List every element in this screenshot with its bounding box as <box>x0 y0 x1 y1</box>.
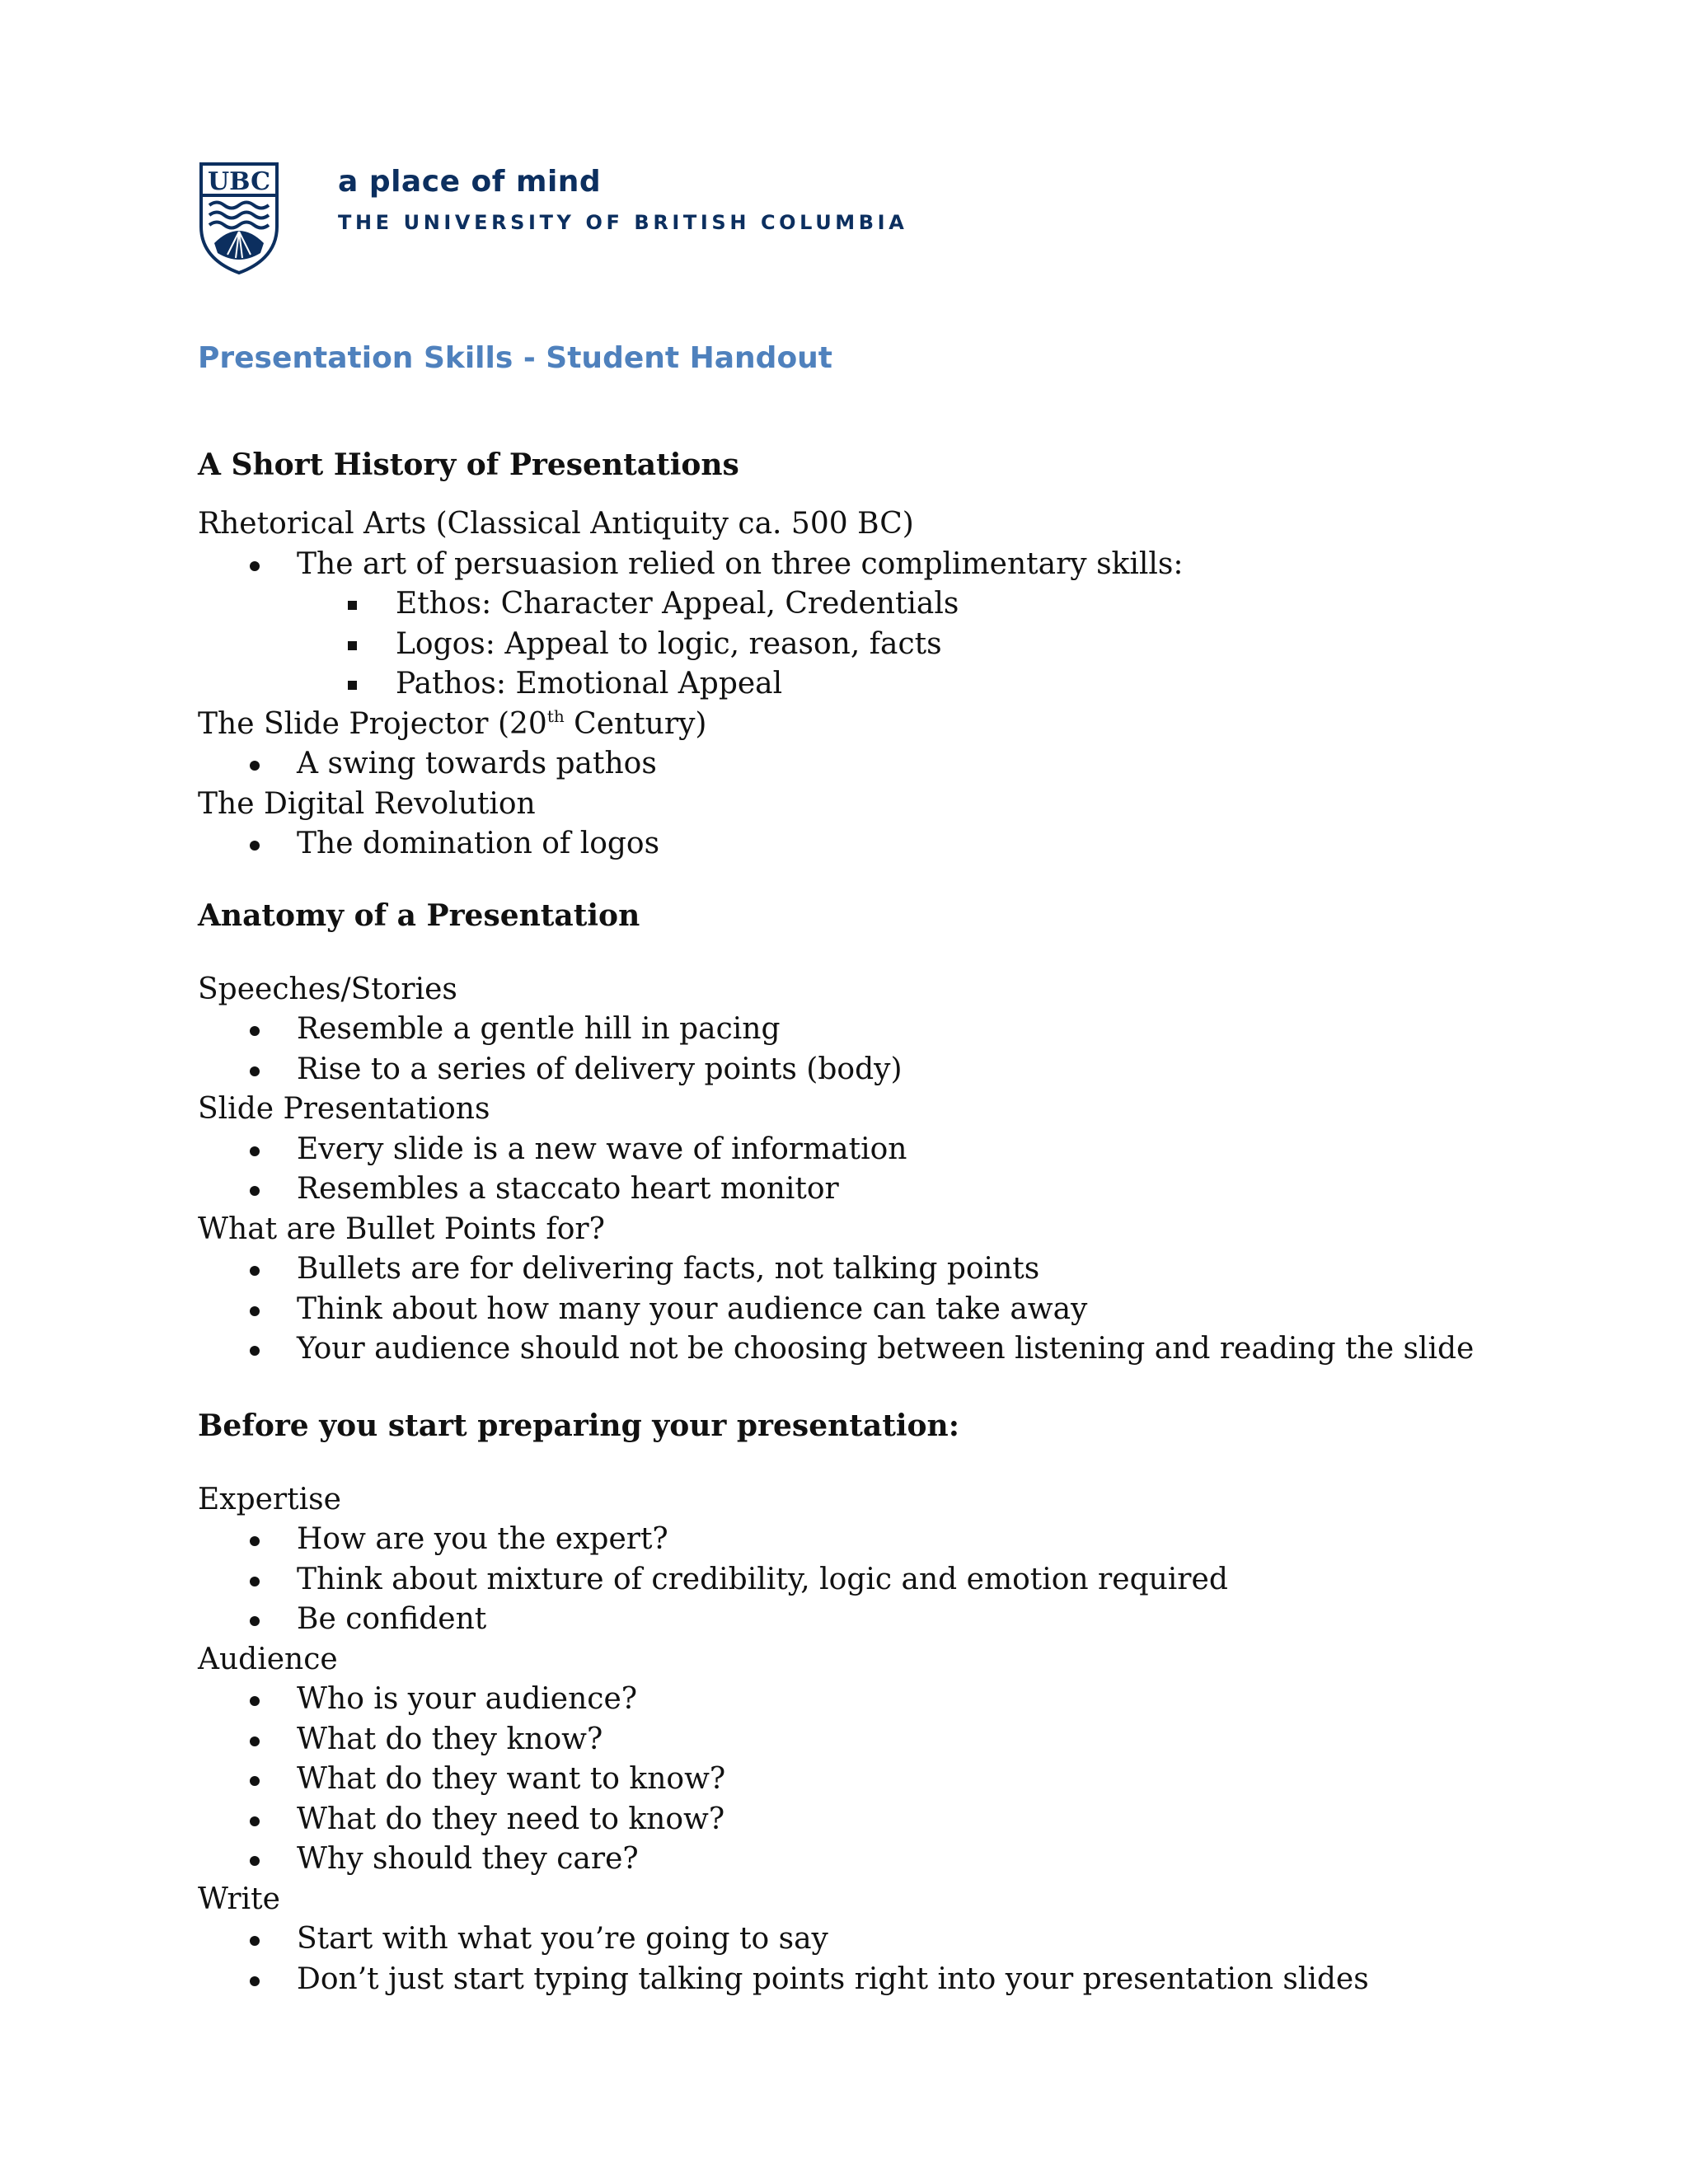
list-item: Why should they care? <box>198 1840 1599 1880</box>
list-item: A swing towards pathos <box>198 744 1599 785</box>
sub-list-item: Logos: Appeal to logic, reason, facts <box>198 625 1599 665</box>
university-name: THE UNIVERSITY OF BRITISH COLUMBIA <box>338 211 908 234</box>
list-item: Think about how many your audience can take away <box>198 1290 1599 1330</box>
list-item: Resemble a gentle hill in pacing <box>198 1010 1599 1050</box>
ubc-logo-text: UBC <box>208 167 270 196</box>
section-history <box>198 445 1599 865</box>
list-item: Don’t just start typing talking points right into your presentation slides <box>198 1960 1599 2000</box>
group-label: Audience <box>198 1642 338 1676</box>
section-before <box>198 1406 1599 2000</box>
section-heading: Before you start preparing your presentation: <box>198 1408 960 1443</box>
tagline: a place of mind <box>338 165 602 199</box>
document-body <box>198 445 1599 1999</box>
document-title: Presentation Skills - Student Handout <box>198 341 833 375</box>
brand-text <box>338 161 907 235</box>
section-heading: A Short History of Presentations <box>198 448 739 482</box>
list-item: What do they know? <box>198 1720 1599 1760</box>
group-label: The Slide Projector (20th Century) <box>198 705 707 741</box>
group-label: Expertise <box>198 1482 341 1516</box>
list-item: Think about mixture of credibility, logic and emotion required <box>198 1560 1599 1601</box>
list-item: Rise to a series of delivery points (body) <box>198 1050 1599 1090</box>
list-item: Your audience should not be choosing between listening and reading the slide <box>198 1329 1599 1370</box>
list-item: The domination of logos <box>198 824 1599 865</box>
group-label: Write <box>198 1882 280 1916</box>
group-label: The Digital Revolution <box>198 786 536 821</box>
group-label: Rhetorical Arts (Classical Antiquity ca. 500 BC) <box>198 507 914 541</box>
list-item: The art of persuasion relied on three complimentary skills: <box>198 545 1599 585</box>
list-item: What do they need to know? <box>198 1800 1599 1840</box>
section-heading: Anatomy of a Presentation <box>198 898 640 933</box>
group-label: Speeches/Stories <box>198 972 457 1006</box>
list-item: Resembles a staccato heart monitor <box>198 1169 1599 1210</box>
list-item: Start with what you’re going to say <box>198 1919 1599 1960</box>
sub-list-item: Pathos: Emotional Appeal <box>198 664 1599 705</box>
sub-list-item: Ethos: Character Appeal, Credentials <box>198 584 1599 625</box>
list-item: Who is your audience? <box>198 1680 1599 1720</box>
group-label: What are Bullet Points for? <box>198 1212 605 1246</box>
section-anatomy <box>198 896 1599 1370</box>
list-item: Bullets are for delivering facts, not talking points <box>198 1249 1599 1290</box>
list-item: Be confident <box>198 1600 1599 1640</box>
group-label: Slide Presentations <box>198 1092 490 1126</box>
ubc-crest-logo <box>198 161 280 274</box>
list-item: How are you the expert? <box>198 1520 1599 1560</box>
list-item: Every slide is a new wave of information <box>198 1130 1599 1170</box>
ubc-header <box>198 161 907 276</box>
list-item: What do they want to know? <box>198 1760 1599 1800</box>
